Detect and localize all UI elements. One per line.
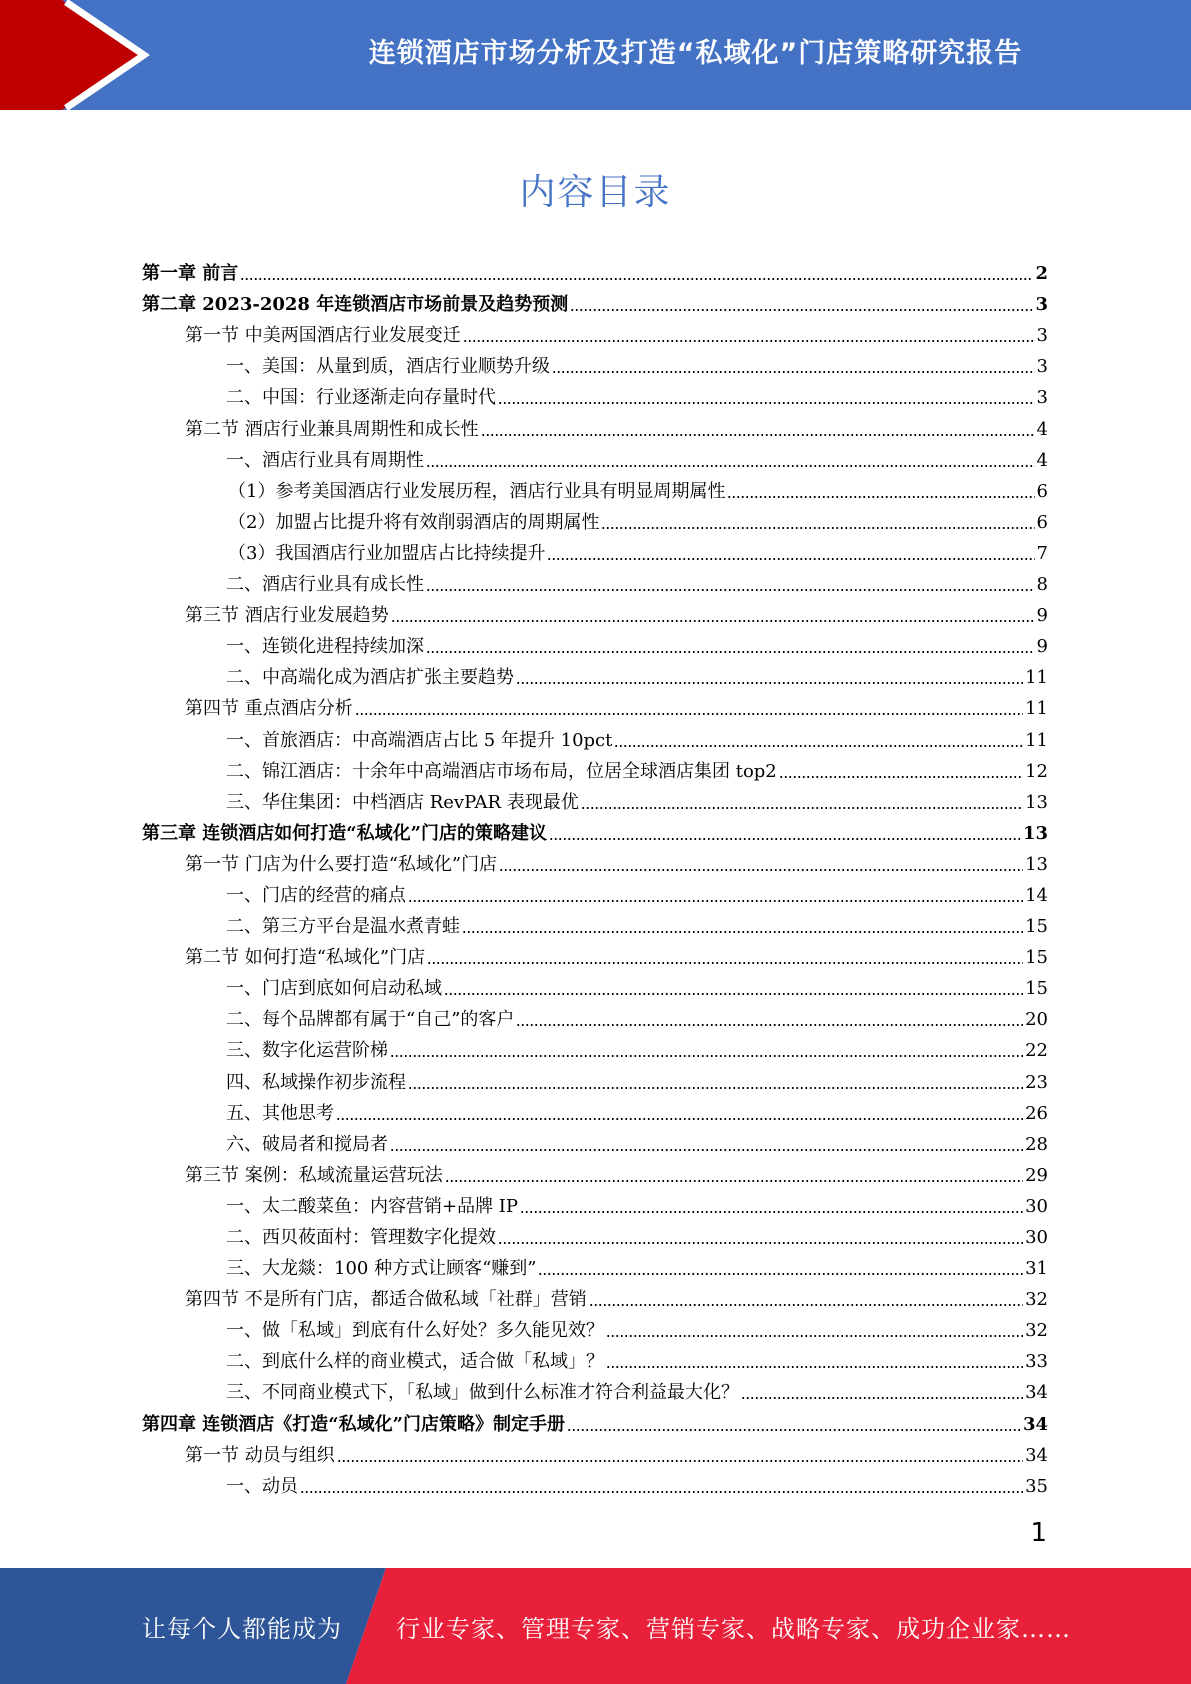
toc-dot-leader bbox=[336, 1118, 1023, 1120]
toc-dot-leader bbox=[498, 1242, 1023, 1244]
toc-dot-leader bbox=[606, 1335, 1023, 1337]
toc-entry-page: 22 bbox=[1025, 1040, 1048, 1062]
toc-entry-title: 第四节 不是所有门店，都适合做私域「社群」营销 bbox=[185, 1289, 587, 1311]
toc-entry[interactable] bbox=[142, 689, 1048, 720]
toc-entry-page: 11 bbox=[1025, 729, 1048, 751]
toc-entry[interactable] bbox=[142, 1280, 1048, 1311]
toc-entry[interactable] bbox=[142, 534, 1048, 565]
toc-entry-page: 35 bbox=[1025, 1475, 1048, 1497]
toc-entry-title: 五、其他思考 bbox=[226, 1102, 334, 1124]
toc-entry-title: 六、破局者和搅局者 bbox=[226, 1133, 388, 1155]
toc-entry[interactable] bbox=[142, 845, 1048, 876]
toc-entry-title: （2）加盟占比提升将有效削弱酒店的周期属性 bbox=[228, 511, 600, 533]
toc-dot-leader bbox=[426, 651, 1035, 653]
toc-entry-title: 第四章 连锁酒店《打造“私域化”门店策略》制定手册 bbox=[142, 1413, 565, 1435]
toc-entry-title: 一、连锁化进程持续加深 bbox=[226, 636, 424, 658]
toc-entry[interactable] bbox=[142, 907, 1048, 938]
page-number: 1 bbox=[1030, 1518, 1047, 1548]
toc-entry[interactable] bbox=[142, 1311, 1048, 1342]
toc-dot-leader bbox=[240, 278, 1033, 280]
toc-entry[interactable] bbox=[142, 1094, 1048, 1125]
toc-entry-page: 15 bbox=[1025, 978, 1048, 1000]
toc-entry[interactable] bbox=[142, 1000, 1048, 1031]
toc-dot-leader bbox=[520, 1211, 1023, 1213]
toc-entry-page: 9 bbox=[1036, 605, 1048, 627]
toc-entry-title: （3）我国酒店行业加盟店占比持续提升 bbox=[228, 542, 546, 564]
report-title: 连锁酒店市场分析及打造“私域化”门店策略研究报告 bbox=[368, 37, 1023, 69]
toc-dot-leader bbox=[606, 1366, 1023, 1368]
toc-entry-page: 7 bbox=[1036, 542, 1048, 564]
toc-entry-title: 第一节 中美两国酒店行业发展变迁 bbox=[185, 325, 461, 347]
toc-entry[interactable] bbox=[142, 1436, 1048, 1467]
toc-entry[interactable] bbox=[142, 1404, 1048, 1435]
toc-entry[interactable] bbox=[142, 969, 1048, 1000]
toc-entry-title: 第二章 2023-2028 年连锁酒店市场前景及趋势预测 bbox=[142, 294, 569, 316]
toc-dot-leader bbox=[516, 1024, 1023, 1026]
toc-entry[interactable] bbox=[142, 285, 1048, 316]
toc-entry-title: 二、到底什么样的商业模式，适合做「私域」？ bbox=[226, 1351, 604, 1373]
toc-entry-title: 四、私域操作初步流程 bbox=[226, 1071, 406, 1093]
toc-entry-title: 一、太二酸菜鱼：内容营销+品牌 IP bbox=[226, 1195, 519, 1217]
toc-dot-leader bbox=[390, 1149, 1023, 1151]
toc-entry-page: 26 bbox=[1025, 1102, 1048, 1124]
toc-entry-page: 11 bbox=[1025, 667, 1048, 689]
toc-entry-title: 第四节 重点酒店分析 bbox=[185, 698, 353, 720]
toc-entry-page: 34 bbox=[1025, 1382, 1048, 1404]
toc-dot-leader bbox=[570, 309, 1033, 311]
toc-entry[interactable] bbox=[142, 347, 1048, 378]
toc-dot-leader bbox=[463, 340, 1035, 342]
toc-entry[interactable] bbox=[142, 938, 1048, 969]
toc-entry[interactable] bbox=[142, 1156, 1048, 1187]
toc-dot-leader bbox=[589, 1304, 1023, 1306]
toc-entry-page: 32 bbox=[1025, 1289, 1048, 1311]
toc-entry-title: 第一节 门店为什么要打造“私域化”门店 bbox=[185, 853, 498, 875]
toc-dot-leader bbox=[498, 402, 1035, 404]
toc-entry-page: 6 bbox=[1036, 480, 1048, 502]
toc-entry-page: 9 bbox=[1036, 636, 1048, 658]
toc-dot-leader bbox=[727, 496, 1034, 498]
toc-entry-title: 一、首旅酒店：中高端酒店占比 5 年提升 10pct bbox=[226, 729, 613, 751]
toc-dot-leader bbox=[552, 371, 1035, 373]
toc-entry-page: 32 bbox=[1025, 1320, 1048, 1342]
toc-dot-leader bbox=[779, 776, 1023, 778]
toc-entry[interactable] bbox=[142, 596, 1048, 627]
toc-dot-leader bbox=[426, 465, 1035, 467]
toc-entry-title: 三、华住集团：中档酒店 RevPAR 表现最优 bbox=[226, 791, 579, 813]
toc-entry-title: 第二节 酒店行业兼具周期性和成长性 bbox=[185, 418, 479, 440]
toc-entry-title: 二、西贝莜面村：管理数字化提效 bbox=[226, 1227, 496, 1248]
toc-entry-page: 3 bbox=[1036, 387, 1048, 409]
toc-dot-leader bbox=[741, 1397, 1023, 1399]
toc-entry-title: 二、第三方平台是温水煮青蛙 bbox=[226, 916, 460, 938]
toc-entry[interactable] bbox=[142, 409, 1048, 440]
toc-dot-leader bbox=[390, 1055, 1023, 1057]
toc-entry-page: 4 bbox=[1036, 449, 1048, 471]
toc-entry-title: 一、门店到底如何启动私域 bbox=[226, 978, 442, 1000]
toc-dot-leader bbox=[391, 620, 1035, 622]
toc-entry[interactable] bbox=[142, 720, 1048, 751]
table-of-contents bbox=[142, 254, 1048, 1498]
toc-entry-page: 8 bbox=[1036, 574, 1048, 596]
toc-entry[interactable] bbox=[142, 1218, 1048, 1249]
toc-entry-page: 30 bbox=[1025, 1195, 1048, 1217]
toc-entry[interactable] bbox=[142, 752, 1048, 783]
toc-entry[interactable] bbox=[142, 1062, 1048, 1093]
toc-dot-leader bbox=[300, 1491, 1023, 1493]
toc-dot-leader bbox=[445, 1180, 1023, 1182]
toc-dot-leader bbox=[538, 1273, 1023, 1275]
toc-entry-page: 28 bbox=[1025, 1133, 1048, 1155]
toc-entry[interactable] bbox=[142, 316, 1048, 347]
toc-entry-title: 一、动员 bbox=[226, 1475, 298, 1497]
toc-entry-page: 23 bbox=[1025, 1071, 1048, 1093]
toc-entry-title: 一、美国：从量到质，酒店行业顺势升级 bbox=[226, 356, 550, 378]
footer-slogan-right: 行业专家、管理专家、营销专家、战略专家、成功企业家…… bbox=[396, 1614, 1071, 1643]
toc-entry-title: 第一章 前言 bbox=[142, 263, 239, 285]
toc-dot-leader bbox=[567, 1429, 1021, 1431]
toc-entry[interactable] bbox=[142, 1125, 1048, 1156]
toc-entry-page: 3 bbox=[1035, 294, 1048, 316]
toc-entry-page: 31 bbox=[1025, 1258, 1048, 1280]
toc-entry-page: 6 bbox=[1036, 511, 1048, 533]
toc-entry-title: 三、数字化运营阶梯 bbox=[226, 1040, 388, 1062]
toc-entry-title: 第三章 连锁酒店如何打造“私域化”门店的策略建议 bbox=[142, 822, 547, 844]
toc-dot-leader bbox=[427, 962, 1023, 964]
toc-entry[interactable] bbox=[142, 441, 1048, 472]
toc-entry-title: 一、做「私域」到底有什么好处？多久能见效？ bbox=[226, 1320, 604, 1342]
toc-entry[interactable] bbox=[142, 254, 1048, 285]
toc-entry[interactable] bbox=[142, 1342, 1048, 1373]
toc-entry-page: 20 bbox=[1025, 1009, 1048, 1031]
footer-banner bbox=[0, 1568, 1191, 1684]
toc-dot-leader bbox=[601, 527, 1034, 529]
toc-dot-leader bbox=[426, 589, 1035, 591]
toc-entry-page: 13 bbox=[1025, 791, 1048, 813]
toc-entry-page: 15 bbox=[1025, 947, 1048, 969]
toc-entry-title: 二、中国：行业逐渐走向存量时代 bbox=[226, 387, 496, 409]
toc-entry-page: 15 bbox=[1025, 916, 1048, 938]
toc-entry-page: 13 bbox=[1025, 853, 1048, 875]
toc-entry-title: 第一节 动员与组织 bbox=[185, 1444, 335, 1466]
toc-entry-title: 二、酒店行业具有成长性 bbox=[226, 574, 424, 596]
toc-entry-page: 2 bbox=[1035, 263, 1048, 285]
toc-entry[interactable] bbox=[142, 1249, 1048, 1280]
toc-entry-page: 14 bbox=[1025, 884, 1048, 906]
footer-slogan-left: 让每个人都能成为 bbox=[142, 1614, 342, 1643]
toc-entry[interactable] bbox=[142, 503, 1048, 534]
toc-entry-title: 三、不同商业模式下，「私域」做到什么标准才符合利益最大化？ bbox=[226, 1382, 739, 1404]
toc-entry[interactable] bbox=[142, 876, 1048, 907]
toc-entry-title: 二、中高端化成为酒店扩张主要趋势 bbox=[226, 667, 514, 689]
toc-dot-leader bbox=[408, 900, 1023, 902]
toc-entry-title: 一、门店的经营的痛点 bbox=[226, 884, 406, 906]
toc-entry-title: （1）参考美国酒店行业发展历程，酒店行业具有明显周期属性 bbox=[228, 480, 726, 502]
toc-dot-leader bbox=[481, 434, 1035, 436]
toc-entry[interactable] bbox=[142, 1031, 1048, 1062]
toc-entry[interactable] bbox=[142, 1187, 1048, 1218]
toc-dot-leader bbox=[581, 807, 1023, 809]
toc-entry[interactable] bbox=[142, 658, 1048, 689]
toc-dot-leader bbox=[549, 838, 1021, 840]
toc-dot-leader bbox=[408, 1087, 1023, 1089]
toc-entry-title: 第二节 如何打造“私域化”门店 bbox=[185, 947, 426, 969]
toc-heading: 内容目录 bbox=[519, 172, 672, 213]
toc-entry-page: 3 bbox=[1036, 325, 1048, 347]
toc-dot-leader bbox=[614, 745, 1023, 747]
toc-dot-leader bbox=[462, 931, 1023, 933]
toc-entry-title: 二、锦江酒店：十余年中高端酒店市场布局，位居全球酒店集团 top2 bbox=[226, 760, 777, 782]
toc-entry-page: 29 bbox=[1025, 1164, 1048, 1186]
toc-entry-page: 12 bbox=[1025, 760, 1048, 782]
toc-entry-page: 3 bbox=[1036, 356, 1048, 378]
toc-entry[interactable] bbox=[142, 378, 1048, 409]
toc-dot-leader bbox=[355, 713, 1023, 715]
toc-entry[interactable] bbox=[142, 1373, 1048, 1404]
toc-dot-leader bbox=[337, 1460, 1023, 1462]
toc-entry-page: 34 bbox=[1022, 1413, 1048, 1435]
toc-entry[interactable] bbox=[142, 783, 1048, 814]
toc-entry[interactable] bbox=[142, 627, 1048, 658]
toc-entry-title: 一、酒店行业具有周期性 bbox=[226, 449, 424, 471]
toc-entry[interactable] bbox=[142, 472, 1048, 503]
toc-entry-page: 33 bbox=[1025, 1351, 1048, 1373]
toc-entry-title: 三、大龙燚：100 种方式让顾客“赚到” bbox=[226, 1258, 537, 1280]
toc-entry[interactable] bbox=[142, 565, 1048, 596]
toc-entry[interactable] bbox=[142, 814, 1048, 845]
toc-dot-leader bbox=[499, 869, 1023, 871]
toc-entry-page: 30 bbox=[1025, 1227, 1048, 1248]
header-banner bbox=[0, 0, 1191, 110]
toc-entry-page: 11 bbox=[1025, 698, 1048, 720]
toc-entry-title: 第三节 案例：私域流量运营玩法 bbox=[185, 1164, 443, 1186]
toc-entry-title: 第三节 酒店行业发展趋势 bbox=[185, 605, 389, 627]
toc-dot-leader bbox=[444, 993, 1023, 995]
toc-entry-page: 34 bbox=[1025, 1444, 1048, 1466]
chevron-shape bbox=[0, 0, 142, 110]
toc-entry[interactable] bbox=[142, 1467, 1048, 1498]
toc-entry-page: 13 bbox=[1022, 822, 1048, 844]
toc-entry-page: 4 bbox=[1036, 418, 1048, 440]
toc-entry-title: 二、每个品牌都有属于“自己”的客户 bbox=[226, 1009, 515, 1031]
toc-dot-leader bbox=[547, 558, 1034, 560]
toc-dot-leader bbox=[516, 682, 1023, 684]
